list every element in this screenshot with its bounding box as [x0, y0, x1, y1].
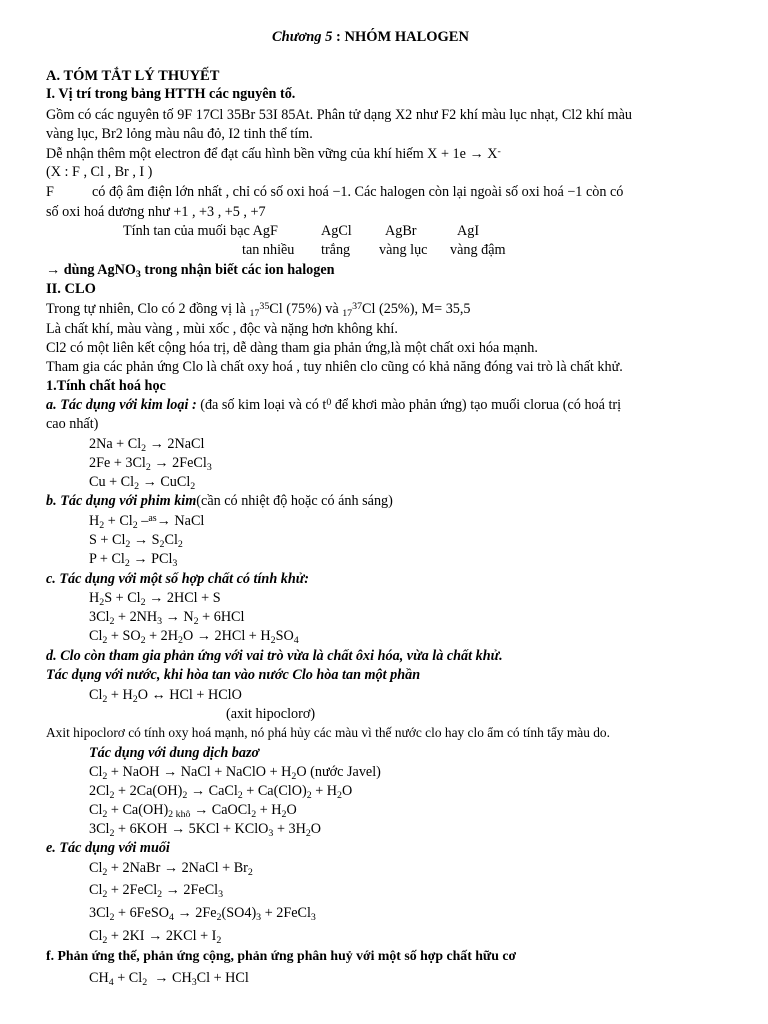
agno3-note: → dùng AgNO$_3$ trong nhận biết các ion halogen	[46, 262, 335, 281]
solubility-agi: AgI	[457, 223, 480, 239]
equation: $Cl_2$ + NaOH → NaCl + NaClO + $H_2O$ (nước Javel)	[89, 764, 381, 783]
section-a-heading: A. TÓM TẮT LÝ THUYẾT	[46, 68, 220, 84]
reaction-e-heading: e. Tác dụng với muối	[46, 840, 170, 856]
equation: $3Cl_2$ + 6FeSO$_4$ → $2Fe_2(SO4)_3$ + 2FeCl$_3$	[89, 905, 316, 924]
equation: $Cu + Cl_2$ → CuCl$_2$	[89, 474, 196, 493]
paragraph-line: có độ âm điện lớn nhất , chỉ có số oxi hoá −1. Các halogen còn lại ngoài số oxi hoá −1 còn có	[92, 184, 624, 200]
reaction-f-heading: f. Phản ứng thế, phản ứng cộng, phản ứng phân huỷ với một số hợp chất hữu cơ	[46, 948, 517, 963]
paragraph-line: Tham gia các phản ứng Clo là chất oxy hoá , tuy nhiên clo cũng có khả năng đóng vai trò là chất khử.	[46, 359, 623, 375]
solubility-agi-desc: vàng đậm	[450, 242, 506, 258]
equation: $H_2 + Cl_2$ –$^{as}$→ NaCl	[89, 512, 205, 532]
equation: $CH_4 + Cl_2 \to CH_3Cl$ + HCl	[89, 970, 249, 989]
equation: $Cl_2 + Ca(OH)_{2 khô}$ → CaOCl$_2$ + $H_2O$	[89, 802, 297, 821]
equation: $Cl_2 + SO_2 + 2H_2O \to 2HCl + H_2SO_4$	[89, 628, 299, 647]
paragraph-line: F	[46, 184, 54, 200]
paragraph-line: Là chất khí, màu vàng , mùi xốc , độc và nặng hơn không khí.	[46, 321, 398, 337]
equation: $P + Cl_2 \to PCl_3$	[89, 551, 178, 570]
paragraph-line: Cl2 có một liên kết cộng hóa trị, dễ dàng tham gia phản ứng,là một chất oxi hóa mạnh.	[46, 340, 538, 356]
solubility-agbr: AgBr	[385, 223, 417, 239]
base-heading: Tác dụng với dung dịch bazơ	[89, 745, 260, 761]
solubility-label: Tính tan của muối bạc AgF	[123, 223, 278, 239]
paragraph-line: Axit hipoclorơ có tính oxy hoá mạnh, nó phá hủy các màu vì thế nước clo hay clo ẩm có tính tẩy màu do.	[46, 725, 610, 740]
equation: $2Fe + 3Cl_2$ → 2FeCl$_3$	[89, 455, 212, 474]
paragraph-line: (X : F , Cl , Br , I )	[46, 164, 153, 180]
paragraph-line: Dễ nhận thêm một electron để đạt cấu hình bền vững của khí hiếm X + 1e → X-	[46, 145, 501, 162]
section-1-heading: I. Vị trí trong bảng HTTH các nguyên tố.	[46, 86, 296, 102]
solubility-agcl-desc: trắng	[321, 242, 351, 258]
paragraph-line: số oxi hoá dương như +1 , +3 , +5 , +7	[46, 204, 266, 220]
reaction-b-heading: b. Tác dụng với phim kim(cần có nhiệt độ hoặc có ánh sáng)	[46, 493, 393, 509]
solubility-agbr-desc: vàng lục	[379, 242, 428, 258]
solubility-agf-desc: tan nhiều	[242, 242, 295, 258]
section-2-heading: II. CLO	[46, 281, 96, 297]
equation: $Cl_2$ + 2NaBr → 2NaCl + $Br_2$	[89, 860, 253, 879]
paragraph-line: Gồm có các nguyên tố 9F 17Cl 35Br 53I 85At. Phân tử dạng X2 như F2 khí màu lục nhạt, Cl2 khí màu	[46, 107, 632, 123]
equation: $Cl_2 + H_2O$ ↔ HCl + HClO	[89, 687, 242, 706]
equation: $3Cl_2 + 6KOH \to 5KCl$ + KClO$_3$ + $3H_2O$	[89, 821, 322, 840]
chapter-title: Chương 5 : NHÓM HALOGEN	[272, 29, 469, 45]
equation: $3Cl_2 + 2NH_3 \to N_2 + 6HCl$	[89, 609, 245, 628]
reaction-d-subheading: Tác dụng với nước, khi hòa tan vào nước Clo hòa tan một phần	[46, 667, 421, 683]
acid-name: (axit hipoclorơ)	[226, 706, 316, 722]
subsection-heading: 1.Tính chất hoá học	[46, 378, 166, 394]
equation: $S + Cl_2 \to S_2Cl_2$	[89, 532, 183, 551]
solubility-agcl: AgCl	[321, 223, 352, 239]
reaction-a-heading: a. Tác dụng với kim loại : (đa số kim loại và có $t^0$ để khơi mào phản ứng) tạo muối clorua (có hoá trị	[46, 396, 622, 413]
paragraph-line: cao nhất)	[46, 416, 99, 432]
paragraph-line: vàng lục, Br2 lỏng màu nâu đỏ, I2 tinh thể tím.	[46, 126, 313, 142]
equation: $H_2S + Cl_2 \to 2HCl + S$	[89, 590, 221, 609]
equation: $Cl_2$ + 2FeCl$_2$ → 2FeCl$_3$	[89, 882, 224, 901]
isotope-line: Trong tự nhiên, Clo có 2 đồng vị là $_{17}^{35}$Cl (75%) và $_{17}^{37}$Cl (25%), M= 35,5	[46, 300, 471, 320]
equation: $2Cl_2 + 2Ca(OH)_2$ → CaCl$_2$ + $Ca(ClO)_2 + H_2O$	[89, 783, 353, 802]
reaction-c-heading: c. Tác dụng với một số hợp chất có tính khử:	[46, 571, 309, 587]
equation: $Cl_2 + 2KI \to 2KCl + I_2$	[89, 928, 222, 947]
equation: $2Na + Cl_2$ → 2NaCl	[89, 436, 205, 455]
reaction-d-heading: d. Clo còn tham gia phản ứng với vai trò vừa là chất ôxi hóa, vừa là chất khử.	[46, 648, 503, 664]
